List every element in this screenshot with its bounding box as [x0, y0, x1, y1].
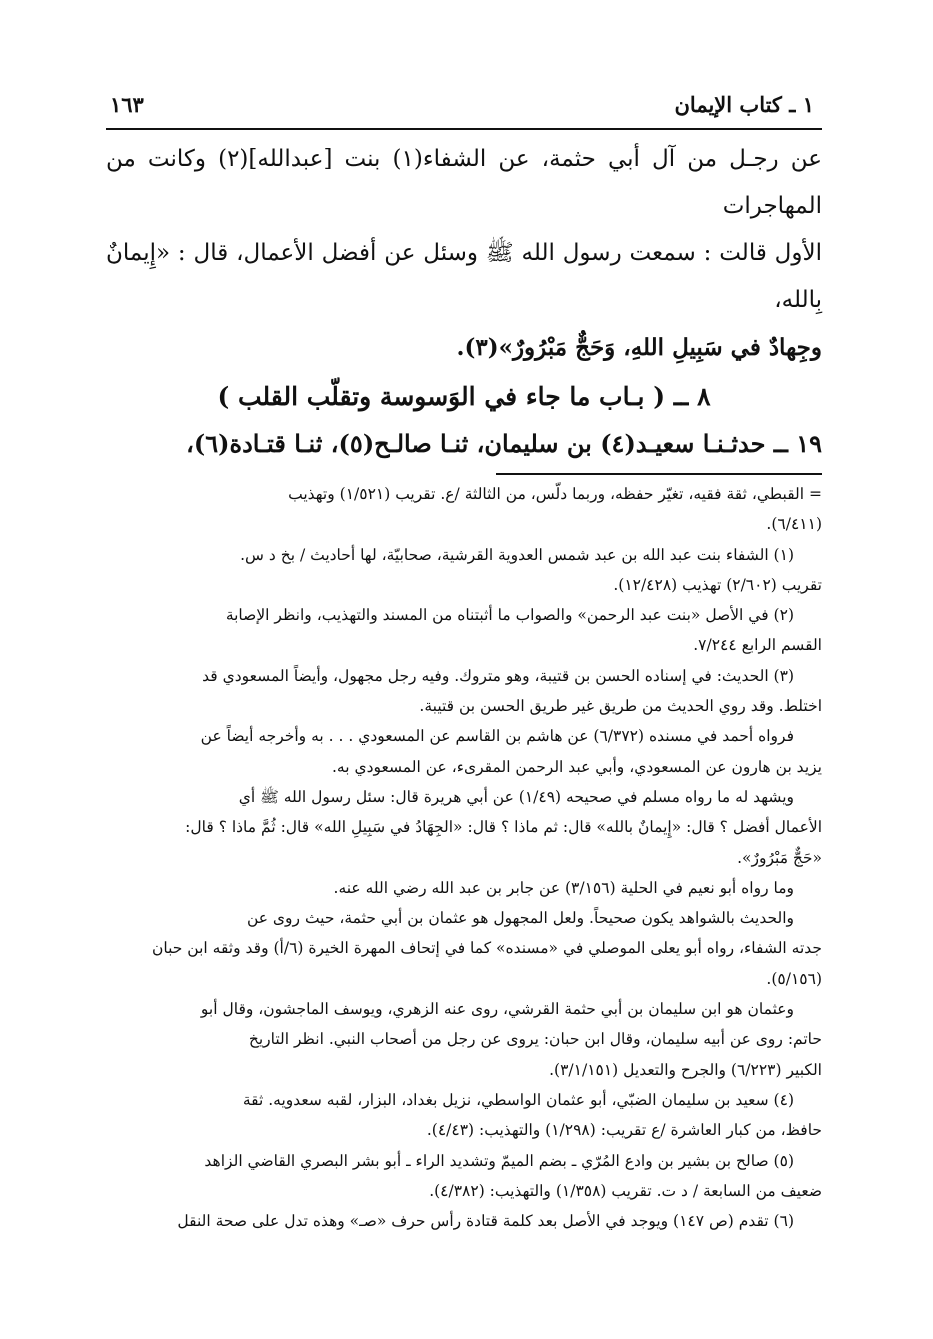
- footnote-line: (٦) تقدم (ص ١٤٧) ويوجد في الأصل بعد كلمة قتادة رأس حرف «صـ» وهذه تدل على صحة النقل: [177, 1212, 794, 1231]
- footnotes: [106, 479, 822, 1236]
- footnote-line: (٤) سعيد بن سليمان الضبّي، أبو عثمان الواسطي، نزيل بغداد، البزار، لقبه سعدويه. ثقة: [242, 1090, 794, 1109]
- footnote-line: حاتم: روى عن أبيه سليمان، وقال ابن حبان: يروى عن رجل من أصحاب النبي. انظر التاريخ: [248, 1030, 822, 1049]
- footnote-line: = القبطي، ثقة فقيه، تغيّر حفظه، وربما دلّس، من الثالثة /ع. تقريب (١/٥٢١) وتهذيب: [288, 485, 822, 503]
- hadith-start: ١٩ ــ حدثـنـا سعيـد(٤) بن سليمان، ثنـا صالـح(٥)، ثنـا قتـادة(٦)،: [186, 429, 822, 458]
- footnote-line: الكبير (٦/٢٢٣) والجرح والتعديل (٣/١/١٥١).: [549, 1060, 822, 1079]
- footnote-line: يزيد بن هارون عن المسعودي، وأبي عبد الرحمن المقرىء، عن المسعودي به.: [331, 757, 822, 776]
- footnote-line: (٥) صالح بن بشير بن وادع المُرّي ـ بضم الميمّ وتشديد الراء ـ أبو بشر البصري القاضي الزاهد: [204, 1151, 794, 1170]
- footnote-line: (٦/٤١١).: [766, 515, 822, 534]
- footnote-line: اختلط. وقد روي الحديث من طريق غير طريق الحسن بن قتيبة.: [419, 697, 822, 716]
- footnote-line: والحديث بالشواهد يكون صحيحاً. ولعل المجهول هو عثمان بن أبي حثمة، حيث روى عن: [246, 909, 794, 928]
- footnote-separator: [496, 473, 822, 475]
- header-rule: [106, 128, 822, 130]
- footnote-line: الأعمال أفضل ؟ قال: «إِيمانٌ بالله» قال: ثم ماذا ؟ قال: «الجِهَادُ في سَبِيلِ الله» قال: ثُمَّ ماذا ؟ قال:: [185, 818, 822, 837]
- section-title: ٨ ــ ( بـاب ما جاء في الوَسوسة وتقلّب القلب ): [217, 382, 711, 411]
- footnote-line: (٣) الحديث: في إسناده الحسن بن قتيبة، وهو متروك. وفيه رجل مجهول، وأيضاً المسعودي قد: [202, 666, 794, 685]
- footnote-line: ضعيف من السابعة / د ت. تقريب (١/٣٥٨) والتهذيب: (٤/٣٨٢).: [429, 1181, 822, 1200]
- footnote-line: (٥/١٥٦).: [766, 969, 822, 988]
- footnote-line: تقريب (٢/٦٠٢) تهذيب (١٢/٤٢٨).: [613, 575, 822, 594]
- footnote-line: جدته الشفاء، رواه أبو يعلى الموصلي في «مسنده» كما في إتحاف المهرة الخيرة (٦/أ) وقد وثقه ابن حبان: [152, 939, 822, 958]
- main-line: عن رجـل من آل أبي حثمة، عن الشفاء(١) بنت [عبدالله](٢) وكانت من المهاجرات: [106, 146, 822, 219]
- main-text: [106, 136, 822, 371]
- footnote-line: (١) الشفاء بنت عبد الله بن عبد شمس العدوية القرشية، صحابيّة، لها أحاديث / بخ د س.: [240, 545, 794, 564]
- footnote-line: فرواه أحمد في مسنده (٦/٣٧٢) عن هاشم بن القاسم عن المسعودي . . . به وأخرجه أيضاً عن: [200, 727, 794, 746]
- footnote-line: وعثمان هو ابن سليمان بن أبي حثمة القرشي، روى عنه الزهري، ويوسف الماجشون، وقال أبو: [200, 1000, 794, 1019]
- page-number: ١٦٣: [110, 92, 144, 117]
- footnote-line: القسم الرابع ٧/٢٤٤.: [693, 636, 822, 655]
- footnote-line: حافظ، من كبار العاشرة /ع تقريب: (١/٢٩٨) والتهذيب: (٤/٤٣).: [426, 1121, 822, 1140]
- footnote-line: ويشهد له ما رواه مسلم في صحيحه (١/٤٩) عن أبي هريرة قال: سئل رسول الله ﷺ أي: [238, 787, 794, 806]
- footnote-line: «حَجٌّ مَبْرُورٌ».: [737, 848, 822, 867]
- running-header: [106, 88, 822, 128]
- main-line: وجِهادٌ في سَبِيلِ اللهِ، وَحَجٌّ مَبْرُورٌ»(٣).: [456, 334, 822, 361]
- main-line: الأول قالت : سمعت رسول الله ﷺ وسئل عن أفضل الأعمال، قال : «إِيمانٌ بِالله،: [106, 240, 822, 313]
- footnote-line: وما رواه أبو نعيم في الحلية (٣/١٥٦) عن جابر بن عبد الله رضي الله عنه.: [333, 878, 794, 897]
- book-page: [106, 88, 822, 1236]
- chapter-title: ١ ـ كتاب الإيمان: [674, 92, 814, 117]
- footnote-line: (٢) في الأصل «بنت عبد الرحمن» والصواب ما أثبتناه من المسند والتهذيب، وانظر الإصابة: [225, 606, 794, 625]
